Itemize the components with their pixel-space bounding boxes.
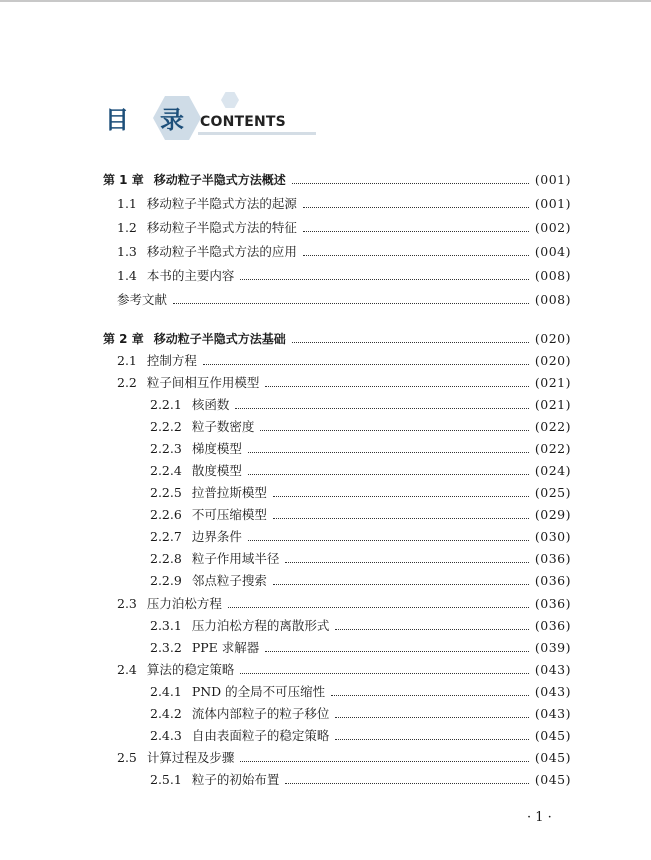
- toc-number: 2.4.2: [150, 706, 182, 721]
- toc-title: 控制方程: [146, 353, 197, 368]
- toc-page: (045): [534, 728, 571, 743]
- toc-title: 粒子数密度: [191, 419, 255, 434]
- toc-title: 核函数: [191, 397, 230, 412]
- toc-title: 散度模型: [191, 463, 242, 478]
- toc-title: 自由表面粒子的稳定策略: [191, 728, 330, 743]
- toc-number: 第 2 章: [103, 332, 144, 346]
- page-number: · 1 ·: [527, 810, 552, 825]
- toc-title: 参考文献: [117, 292, 168, 307]
- toc-chapter-1[interactable]: [103, 171, 571, 189]
- toc-page: (036): [534, 551, 571, 566]
- toc-number: 2.1: [117, 353, 137, 368]
- toc-number: 2.4: [117, 662, 137, 677]
- toc-number: 2.2.1: [150, 397, 182, 412]
- toc-leader-dots: [335, 716, 529, 718]
- toc-leader-dots: [248, 451, 529, 453]
- toc-subsection-2-2-3[interactable]: [150, 440, 571, 458]
- toc-subsection-2-4-2[interactable]: [150, 705, 571, 723]
- toc-page: (001): [534, 196, 571, 211]
- toc-leader-dots: [285, 561, 529, 563]
- toc-number: 2.2.4: [150, 463, 182, 478]
- toc-section-2-4[interactable]: [117, 661, 571, 679]
- toc-page: (008): [534, 292, 571, 307]
- toc-number: 1.2: [117, 220, 137, 235]
- toc-title: 拉普拉斯模型: [191, 485, 267, 500]
- toc-number: 1.4: [117, 268, 137, 283]
- title-char-lu: 录: [160, 106, 184, 134]
- toc-leader-dots: [265, 650, 529, 652]
- toc-title: 移动粒子半隐式方法基础: [153, 332, 286, 346]
- toc-page: (022): [534, 441, 571, 456]
- toc-leader-dots: [303, 206, 529, 208]
- toc-title: 粒子作用域半径: [191, 551, 280, 566]
- toc-section-1-1[interactable]: [117, 195, 571, 213]
- toc-number: 2.2: [117, 375, 137, 390]
- toc-title: 计算过程及步骤: [146, 750, 235, 765]
- toc-page: (045): [534, 750, 571, 765]
- toc-subsection-2-5-1[interactable]: [150, 771, 571, 789]
- toc-subsection-2-2-8[interactable]: [150, 550, 571, 568]
- toc-leader-dots: [303, 254, 529, 256]
- toc-chapter-2[interactable]: [103, 330, 571, 348]
- toc-page: (043): [534, 662, 571, 677]
- toc-leader-dots: [273, 517, 529, 519]
- toc-leader-dots: [260, 429, 529, 431]
- toc-leader-dots: [273, 495, 529, 497]
- toc-subsection-2-4-1[interactable]: [150, 683, 571, 701]
- toc-subsection-2-2-4[interactable]: [150, 462, 571, 480]
- toc-page: (043): [534, 684, 571, 699]
- toc-number: 1.3: [117, 244, 137, 259]
- toc-title: 邻点粒子搜索: [191, 573, 267, 588]
- toc-page: (036): [534, 573, 571, 588]
- toc-page: (029): [534, 507, 571, 522]
- toc-number: 2.3.2: [150, 640, 182, 655]
- toc-leader-dots: [173, 302, 529, 304]
- toc-leader-dots: [331, 694, 529, 696]
- toc-leader-dots: [203, 363, 529, 365]
- toc-page: (021): [534, 375, 571, 390]
- toc-title: 本书的主要内容: [146, 268, 235, 283]
- toc-title: 粒子间相互作用模型: [146, 375, 260, 390]
- toc-page: (043): [534, 706, 571, 721]
- toc-page: (008): [534, 268, 571, 283]
- toc-leader-dots: [265, 385, 528, 387]
- toc-subsection-2-2-2[interactable]: [150, 418, 571, 436]
- toc-leader-dots: [273, 583, 529, 585]
- toc-page: (036): [534, 618, 571, 633]
- toc-page: (022): [534, 419, 571, 434]
- toc-section-2-5[interactable]: [117, 749, 571, 767]
- toc-page: (036): [534, 596, 571, 611]
- toc-title: 不可压缩模型: [191, 507, 267, 522]
- toc-title: 移动粒子半隐式方法的特征: [146, 220, 297, 235]
- toc-leader-dots: [335, 738, 529, 740]
- toc-title: 粒子的初始布置: [191, 772, 280, 787]
- toc-number: 2.2.6: [150, 507, 182, 522]
- toc-number: 1.1: [117, 196, 137, 211]
- toc-number: 2.5: [117, 750, 137, 765]
- toc-section-1-2[interactable]: [117, 219, 571, 237]
- toc-leader-dots: [303, 230, 529, 232]
- toc-subsection-2-3-2[interactable]: [150, 639, 571, 657]
- toc-number: 2.2.3: [150, 441, 182, 456]
- toc-page: (024): [534, 463, 571, 478]
- toc-number: 2.4.3: [150, 728, 182, 743]
- toc-number: 2.2.9: [150, 573, 182, 588]
- toc-title: 流体内部粒子的粒子移位: [191, 706, 330, 721]
- toc-number: 2.5.1: [150, 772, 182, 787]
- toc-subsection-2-3-1[interactable]: [150, 617, 571, 635]
- toc-page: (045): [534, 772, 571, 787]
- toc-leader-dots: [285, 782, 529, 784]
- title-char-mu: 目: [105, 106, 129, 134]
- toc-leader-dots: [228, 606, 529, 608]
- toc-title: 移动粒子半隐式方法的应用: [146, 244, 297, 259]
- toc-title: PPE 求解器: [191, 640, 260, 655]
- toc-leader-dots: [335, 628, 529, 630]
- toc-number: 2.2.2: [150, 419, 182, 434]
- toc-page: (020): [534, 353, 571, 368]
- toc-page: (039): [534, 640, 571, 655]
- toc-number: 第 1 章: [103, 173, 144, 187]
- toc-section-2-3[interactable]: [117, 595, 571, 613]
- toc-number: 2.2.7: [150, 529, 182, 544]
- contents-label: CONTENTS: [200, 114, 286, 130]
- toc-section-1-3[interactable]: [117, 243, 571, 261]
- toc-subsection-2-2-6[interactable]: [150, 506, 571, 524]
- toc-page: (030): [534, 529, 571, 544]
- toc-leader-dots: [240, 278, 528, 280]
- toc-leader-dots: [240, 672, 528, 674]
- toc-page: (025): [534, 485, 571, 500]
- toc-subsection-2-2-9[interactable]: [150, 572, 571, 590]
- toc-page: (004): [534, 244, 571, 259]
- toc-number: 2.2.5: [150, 485, 182, 500]
- toc-leader-dots: [292, 341, 529, 343]
- toc-title: 压力泊松方程的离散形式: [191, 618, 330, 633]
- toc-page: (020): [534, 331, 571, 346]
- toc-leader-dots: [248, 539, 529, 541]
- toc-leader-dots: [240, 760, 528, 762]
- toc-leader-dots: [235, 407, 529, 409]
- toc-number: 2.3.1: [150, 618, 182, 633]
- toc-page: (021): [534, 397, 571, 412]
- toc-title: 算法的稳定策略: [146, 662, 235, 677]
- toc-title: 压力泊松方程: [146, 596, 222, 611]
- toc-leader-dots: [248, 473, 529, 475]
- toc-section-2-1[interactable]: [117, 352, 571, 370]
- toc-number: 2.4.1: [150, 684, 182, 699]
- toc-title: 边界条件: [191, 529, 242, 544]
- toc-subsection-2-4-3[interactable]: [150, 727, 571, 745]
- toc-subsection-2-2-5[interactable]: [150, 484, 571, 502]
- toc-number: 2.2.8: [150, 551, 182, 566]
- toc-subsection-2-2-7[interactable]: [150, 528, 571, 546]
- toc-page: (001): [534, 172, 571, 187]
- toc-title: 移动粒子半隐式方法概述: [153, 173, 286, 187]
- toc-page: (002): [534, 220, 571, 235]
- toc-section-1-4[interactable]: [117, 267, 571, 285]
- toc-title: 移动粒子半隐式方法的起源: [146, 196, 297, 211]
- toc-references-ch1[interactable]: [117, 291, 571, 309]
- toc-number: 2.3: [117, 596, 137, 611]
- toc-leader-dots: [292, 182, 529, 184]
- toc-title: 梯度模型: [191, 441, 242, 456]
- toc-section-2-2[interactable]: [117, 374, 571, 392]
- toc-subsection-2-2-1[interactable]: [150, 396, 571, 414]
- toc-title: PND 的全局不可压缩性: [191, 684, 326, 699]
